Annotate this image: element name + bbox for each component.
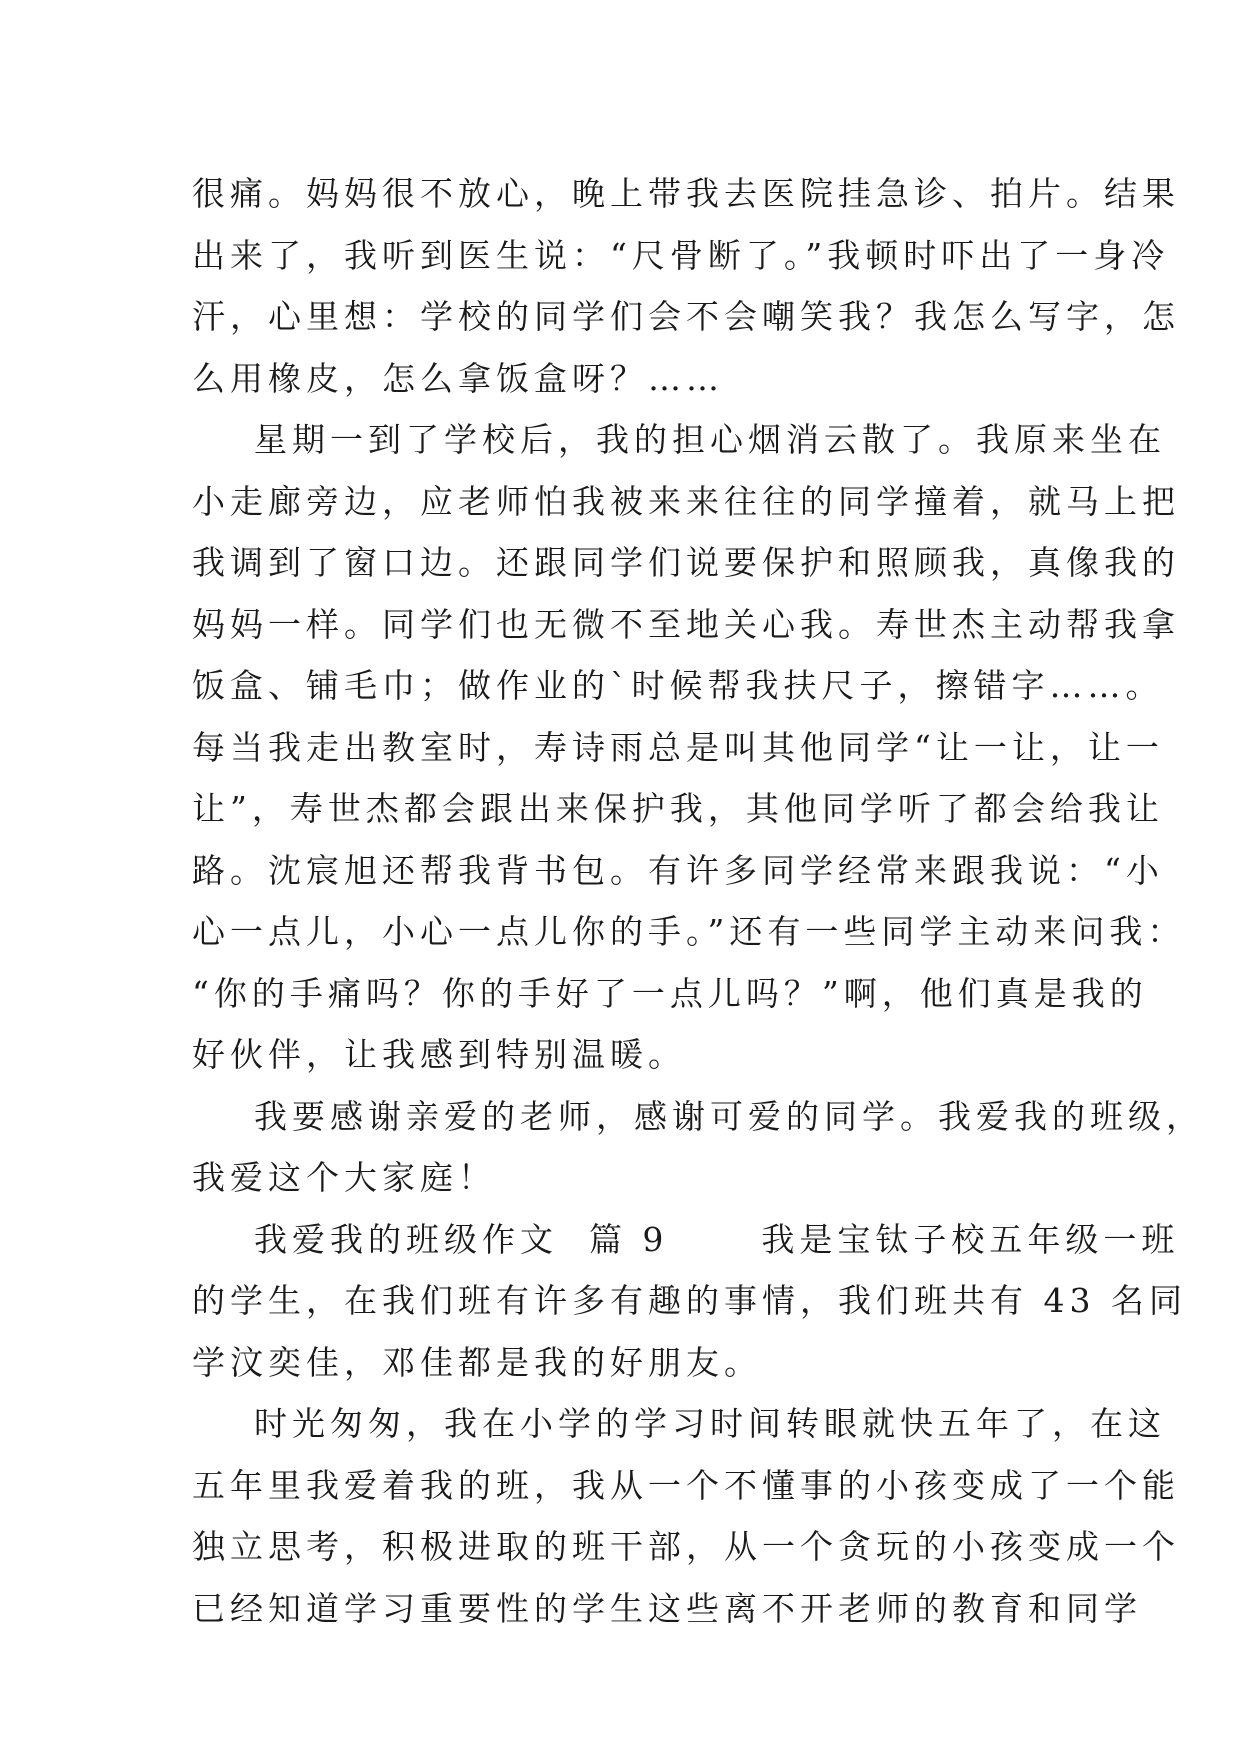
text-line: 的学生，在我们班有许多有趣的事情，我们班共有 43 名同 xyxy=(192,1281,1187,1320)
text-line: 汗，心里想：学校的同学们会不会嘲笑我？我怎么写字，怎 xyxy=(192,297,1180,336)
text-line: 很痛。妈妈很不放心，晚上带我去医院挂急诊、拍片。结果 xyxy=(192,174,1180,213)
text-line: 心一点儿，小心一点儿你的手。”还有一些同学主动来问我： xyxy=(192,912,1186,951)
text-line: 每当我走出教室时，寿诗雨总是叫其他同学“让一让，让一 xyxy=(192,727,1164,767)
text-line: 独立思考，积极进取的班干部，从一个贪玩的小孩变成一个 xyxy=(192,1527,1180,1566)
text-line: 路。沈宸旭还帮我背书包。有许多同学经常来跟我说：“小 xyxy=(192,850,1164,890)
text-line: 小走廊旁边，应老师怕我被来来往往的同学撞着，就马上把 xyxy=(192,481,1180,521)
text-line: 我爱我的班级作文 篇 9 我是宝钛子校五年级一班 xyxy=(192,1219,1180,1259)
text-line: 让”，寿世杰都会跟出来保护我，其他同学听了都会给我让 xyxy=(192,789,1164,828)
essay-body xyxy=(192,163,1204,1639)
text-line: 出来了，我听到医生说：“尺骨断了。”我顿时吓出了一身冷 xyxy=(192,235,1170,275)
text-line: 我调到了窗口边。还跟同学们说要保护和照顾我，真像我的 xyxy=(192,543,1180,582)
text-line: 我爱这个大家庭！ xyxy=(192,1158,496,1197)
text-line: 么用橡皮，怎么拿饭盒呀？…… xyxy=(192,358,724,398)
text-line: “你的手痛吗？你的手好了一点儿吗？”啊，他们真是我的 xyxy=(192,973,1148,1013)
text-line: 已经知道学习重要性的学生这些离不开老师的教育和同学 xyxy=(192,1588,1142,1628)
text-line: 五年里我爱着我的班，我从一个不懂事的小孩变成了一个能 xyxy=(192,1465,1180,1505)
text-line: 饭盒、铺毛巾；做作业的`时候帮我扶尺子，擦错字……。 xyxy=(192,666,1164,705)
text-line: 妈妈一样。同学们也无微不至地关心我。寿世杰主动帮我拿 xyxy=(192,604,1180,644)
text-line: 学汶奕佳，邓佳都是我的好朋友。 xyxy=(192,1342,762,1382)
text-line: 好伙伴，让我感到特别温暖。 xyxy=(192,1035,686,1074)
text-line: 我要感谢亲爱的老师，感谢可爱的同学。我爱我的班级， xyxy=(192,1096,1204,1136)
text-line: 时光匆匆，我在小学的学习时间转眼就快五年了，在这 xyxy=(192,1404,1166,1443)
text-line: 星期一到了学校后，我的担心烟消云散了。我原来坐在 xyxy=(192,420,1166,459)
